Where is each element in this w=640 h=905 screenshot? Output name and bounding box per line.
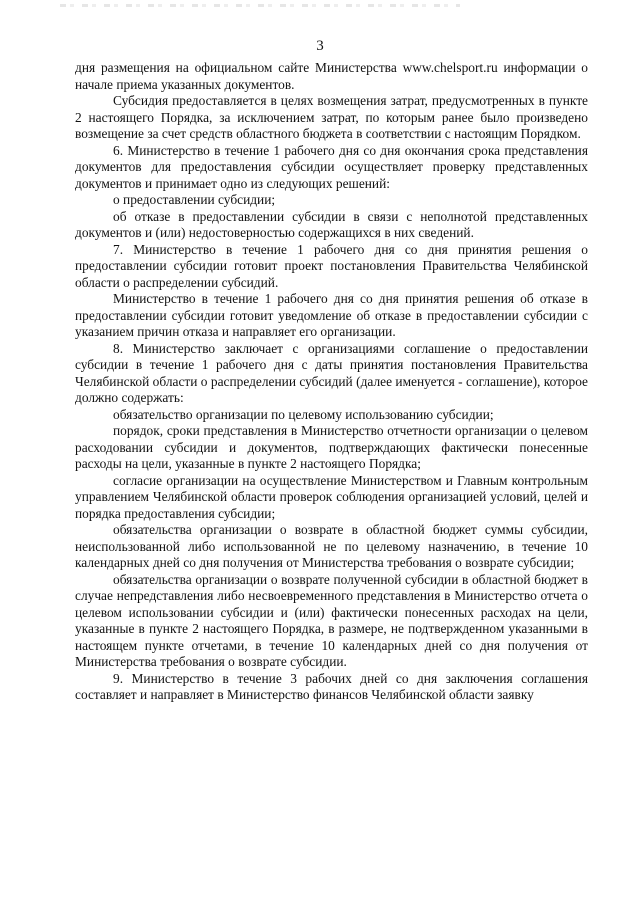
scan-artifact <box>60 4 460 7</box>
paragraph-reporting-procedure: порядок, сроки представления в Министерство отчетности организации о целевом расходовании субсидии и документов, подтверждающих фактически понесенные расходы на цели, указанные в пункте 2 настоящего Порядка; <box>75 423 588 471</box>
paragraph-decision-grant: о предоставлении субсидии; <box>113 192 276 207</box>
document-body <box>75 60 588 704</box>
paragraph-return-unused: обязательства организации о возврате в областной бюджет суммы субсидии, неиспользованной либо использованной не по целевому назначению, в течение 10 календарных дней со дня получения от Министерства требования о возврате субсидии; <box>75 522 588 570</box>
paragraph-subsidy-purpose: Субсидия предоставляется в целях возмещения затрат, предусмотренных в пункте 2 настоящего Порядка, за исключением затрат, по которым ранее было произведено возмещение за счет средств областного бюджета в соответствии с настоящим Порядком. <box>75 93 588 141</box>
paragraph-item-6: 6. Министерство в течение 1 рабочего дня со дня окончания срока представления документов для предоставления субсидии осуществляет проверку представленных документов и принимает одно из следующих решений: <box>75 142 588 191</box>
paragraph-return-no-report: обязательства организации о возврате полученной субсидии в областной бюджет в случае непредставления либо несвоевременного представления в Министерство отчета о целевом использовании субсидии и (или) фактически понесенных расходах на цели, указанные в пункте 2 настоящего Порядка, в размере, не подтвержденном указанными в настоящем пункте отчетами, в течение 10 календарных дней со дня получения от Министерства требования о возврате субсидии. <box>75 571 588 669</box>
paragraph-obligation-target-use: обязательство организации по целевому использованию субсидии; <box>113 406 494 422</box>
page-number: 3 <box>316 38 324 54</box>
paragraph-inspection-consent: согласие организации на осуществление Министерством и Главным контрольным управлением Челябинской области проверок соблюдения организацией условий, целей и порядка предоставления субсидии; <box>75 472 588 521</box>
paragraph-refusal-notice: Министерство в течение 1 рабочего дня со дня принятия решения об отказе в предоставлении субсидии готовит уведомление об отказе в предоставлении субсидии с указанием причин отказа и направляет его организации. <box>75 291 588 339</box>
paragraph-item-7: 7. Министерство в течение 1 рабочего дня со дня принятия решения о предоставлении субсидии готовит проект постановления Правительства Челябинской области о распределении субсидий. <box>75 241 588 290</box>
paragraph-item-9: 9. Министерство в течение 3 рабочих дней со дня заключения соглашения составляет и направляет в Министерство финансов Челябинской области заявку <box>75 670 588 702</box>
paragraph-item-8: 8. Министерство заключает с организациями соглашение о предоставлении субсидии в течение 1 рабочего дня с даты принятия постановления Правительства Челябинской области о распределении субсидий (далее именуется - соглашение), которое должно содержать: <box>75 340 588 405</box>
paragraph-decision-refuse: об отказе в предоставлении субсидии в связи с неполнотой представленных документов и (или) недостоверностью содержащихся в них сведений. <box>75 208 588 240</box>
paragraph-continuation: дня размещения на официальном сайте Министерства www.chelsport.ru информации о начале приема указанных документов. <box>75 60 588 92</box>
